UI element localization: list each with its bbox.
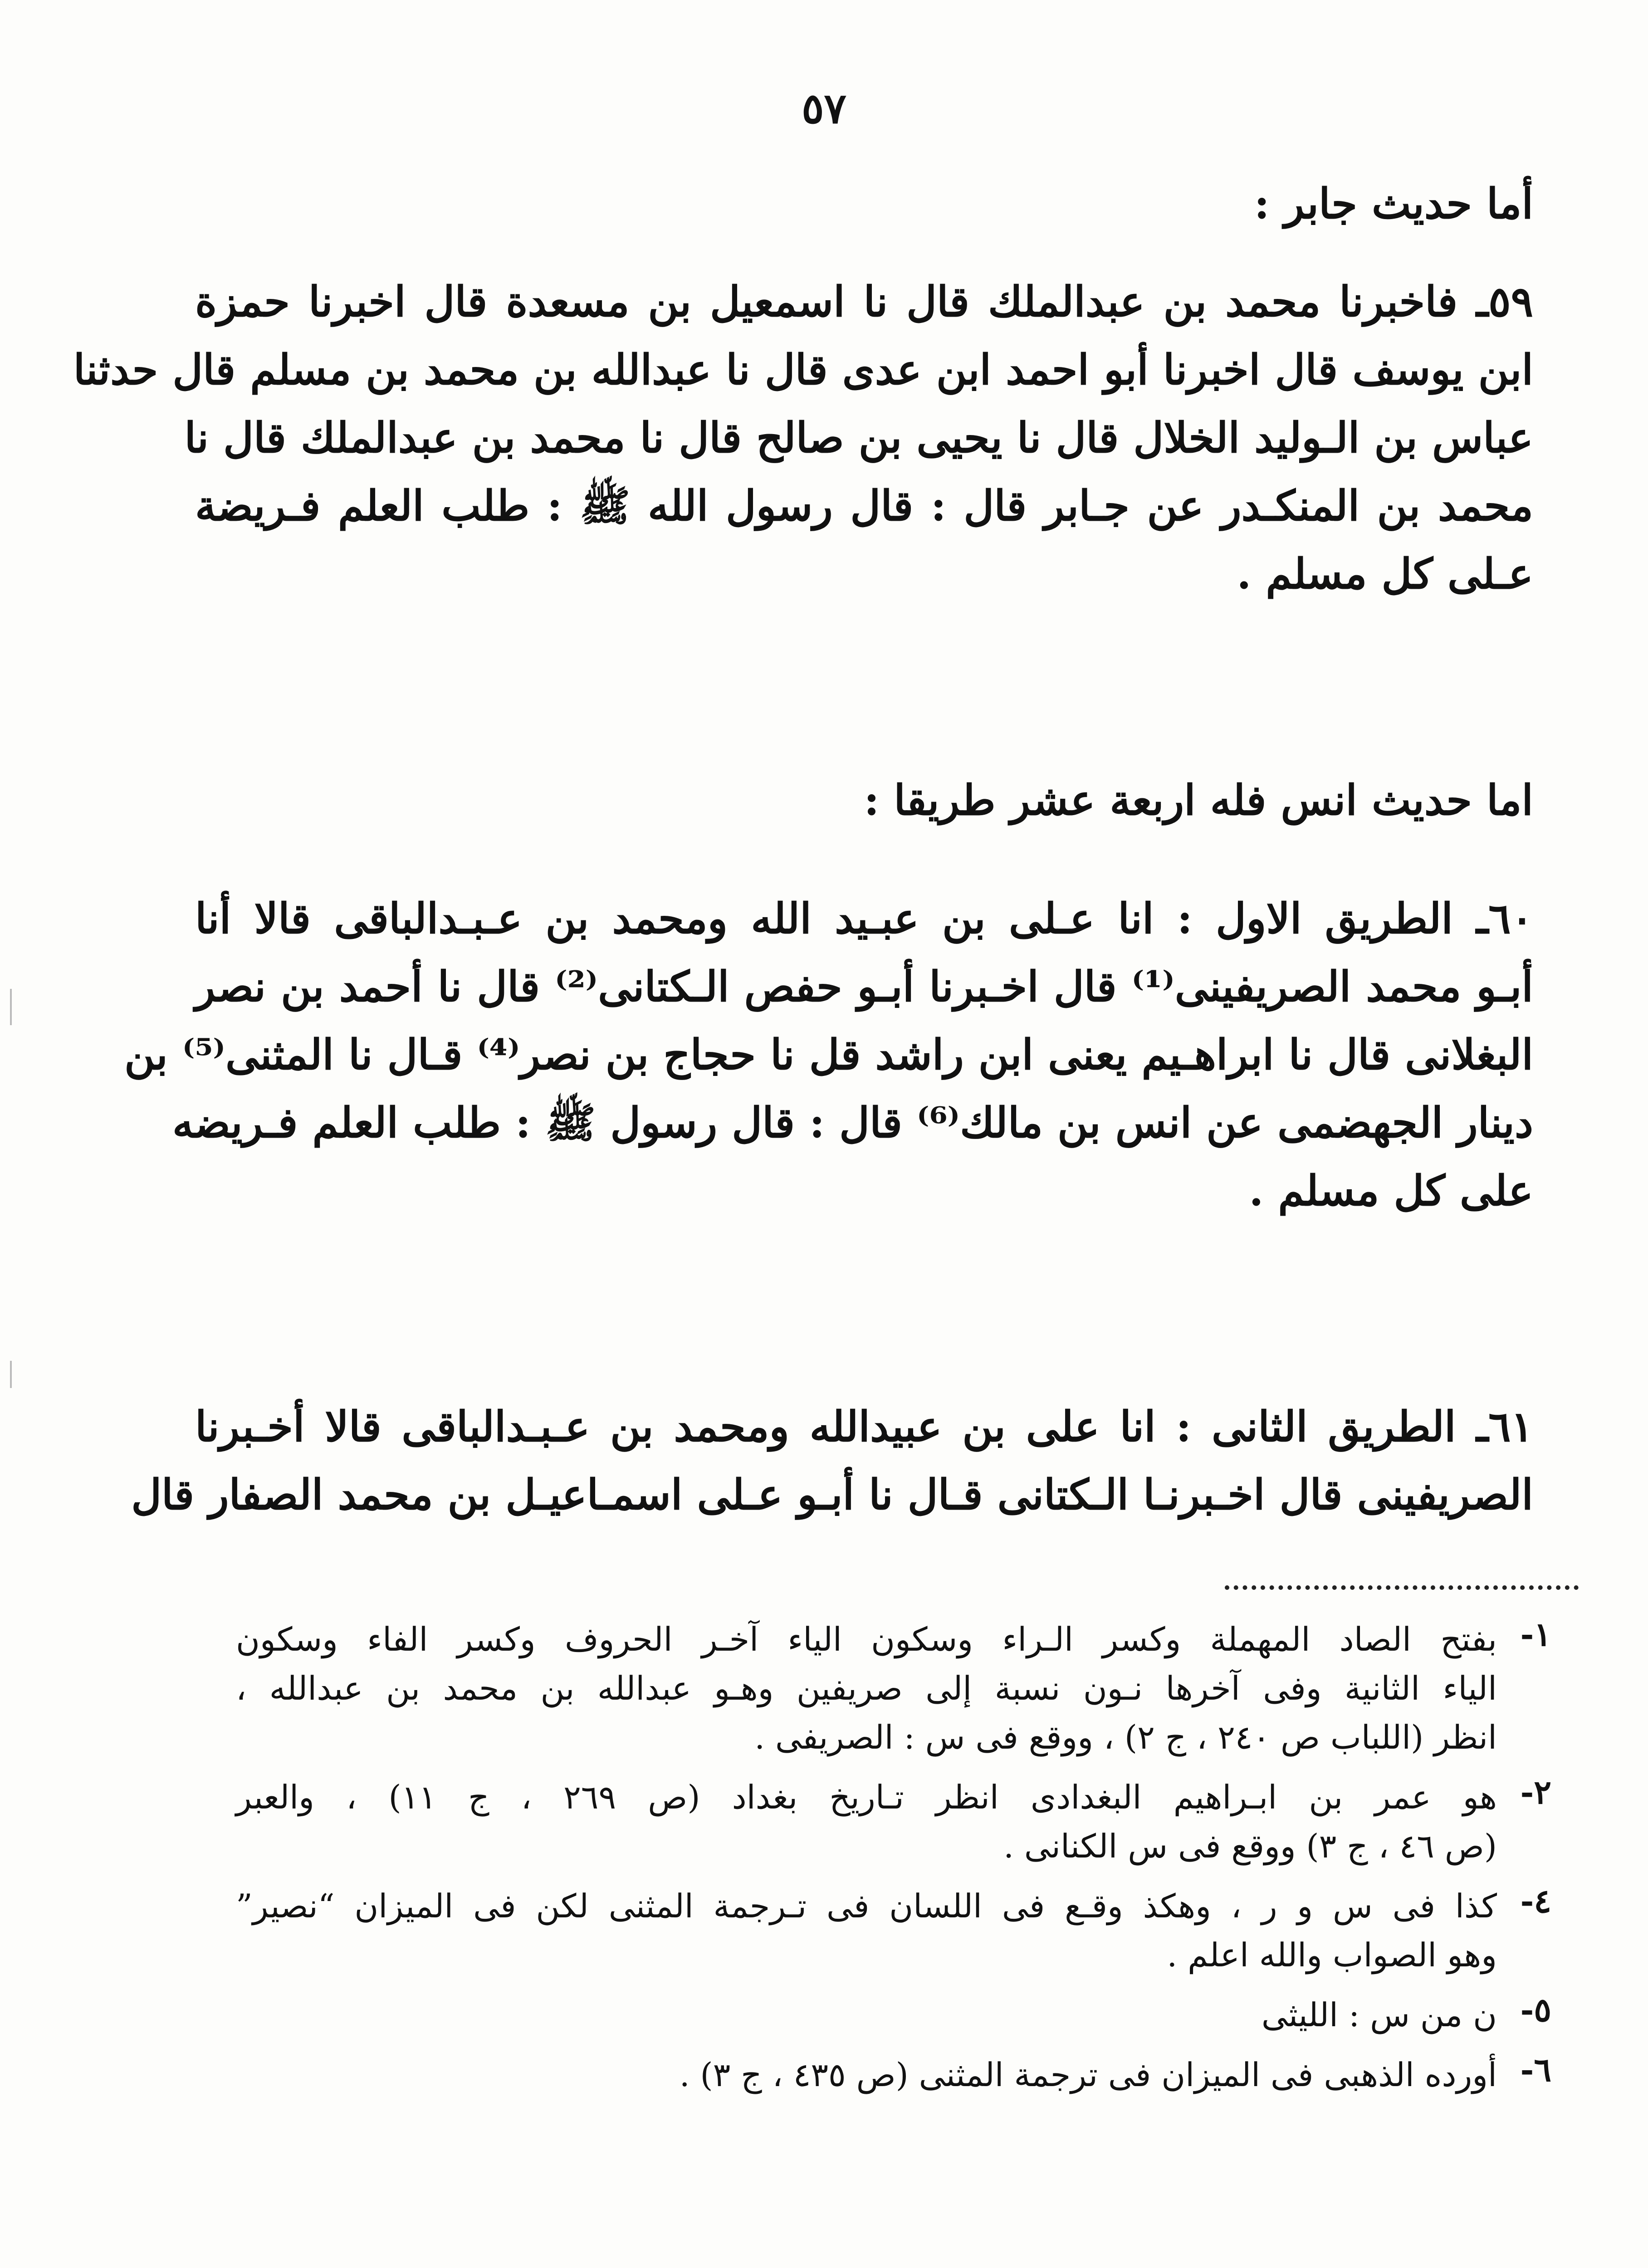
footnote-divider [1225,1585,1579,1590]
paragraph-line: عباس بن الـوليد الخلال قال نا يحيى بن صالح قال نا محمد بن عبدالملك قال نا [184,413,1533,462]
paragraph-line: دينار الجهضمى عن انس بن مالك⁽⁶⁾ قال : قال رسول ﷺ : طلب العلم فـريضه [172,1098,1533,1147]
footnote-number: ٢- [1520,1773,1551,1811]
paragraph-line: البغلانى قال نا ابراهـيم يعنى ابن راشد قل نا حجاج بن نصر⁽⁴⁾ قـال نا المثنى⁽⁵⁾ بن [124,1030,1533,1079]
footnote-number: ٥- [1520,1990,1551,2029]
footnote-text [236,1773,1497,1871]
paragraph-59 [73,268,1533,608]
footnote-line: ن من س : الليثى [1261,1996,1497,2034]
paragraph-line: عـلى كل مسلم . [1237,549,1533,598]
footnote-text [236,1990,1497,2039]
footnote-2 [236,1773,1551,1871]
paragraph-line: ٦١ـ الطريق الثانى : انا على بن عبيدالله ومحمد بن عـبـدالباقى قالا أخـبرنا [195,1402,1533,1451]
section-heading-jabir: أما حديث جابر : [1254,179,1533,228]
paragraph-61 [131,1393,1533,1529]
scan-edge-mark [10,1361,12,1388]
paragraph-line: على كل مسلم . [1249,1166,1533,1215]
footnote-line: بفتح الصاد المهملة وكسر الـراء وسكون الياء آخـر الحروف وكسر الفاء وسكون [236,1620,1497,1658]
footnote-number: ٦- [1520,2050,1551,2089]
scan-edge-mark [10,989,12,1025]
footnote-number: ١- [1520,1615,1551,1653]
paragraph-line: أبـو محمد الصريفينى⁽¹⁾ قال اخـبرنا أبـو حفص الـكتانى⁽²⁾ قال نا أحمد بن نصر [195,962,1533,1011]
footnote-text [236,1615,1497,1762]
paragraph-line: ٥٩ـ فاخبرنا محمد بن عبدالملك قال نا اسمعيل بن مسعدة قال اخبرنا حمزة [195,277,1533,326]
paragraph-line: ٦٠ـ الطريق الاول : انا عـلى بن عبـيد الله ومحمد بن عـبـدالباقى قالا أنا [195,894,1533,943]
footnote-line: انظر (اللباب ص ٢٤٠ ، ج ٢) ، ووقع فى س : الصريفى . [754,1718,1497,1756]
footnotes [236,1615,1551,2110]
footnote-line: الياء الثانية وفى آخرها نـون نسبة إلى صريفين وهـو عبدالله بن محمد بن عبدالله ، [236,1669,1497,1707]
footnote-line: هو عمر بن ابـراهيم البغدادى انظر تـاريخ بغداد (ص ٢٦٩ ، ج ١١) ، والعبر [236,1778,1497,1816]
paragraph-line: محمد بن المنكـدر عن جـابر قال : قال رسول الله ﷺ : طلب العلم فـريضة [195,481,1533,530]
paragraph-line: ابن يوسف قال اخبرنا أبو احمد ابن عدى قال نا عبدالله بن محمد بن مسلم قال حدثنا [73,345,1533,394]
footnote-text [236,1882,1497,1980]
paragraph-line: الصريفينى قال اخـبرنـا الـكتانى قـال نا أبـو عـلى اسمـاعيـل بن محمد الصفار قال [131,1470,1533,1519]
paragraph-60 [124,885,1533,1225]
footnote-1 [236,1615,1551,1762]
footnote-4 [236,1882,1551,1980]
footnote-5 [236,1990,1551,2039]
footnote-number: ٤- [1520,1882,1551,1920]
footnote-text [236,2050,1497,2099]
page-number: ٥٧ [802,84,846,133]
section-heading-anas: اما حديث انس فله اربعة عشر طريقا : [864,776,1533,825]
footnote-line: كذا فى س و ر ، وهكذ وقـع فى اللسان فى تـرجمة المثنى لكن فى الميزان “نصير” [236,1887,1497,1925]
footnote-line: أورده الذهبى فى الميزان فى ترجمة المثنى (ص ٤٣٥ ، ج ٣) . [679,2056,1497,2094]
footnote-line: وهو الصواب والله اعلم . [1167,1936,1497,1974]
footnote-6 [236,2050,1551,2099]
footnote-line: (ص ٤٦ ، ج ٣) ووقع فى س الكنانى . [1003,1827,1497,1865]
